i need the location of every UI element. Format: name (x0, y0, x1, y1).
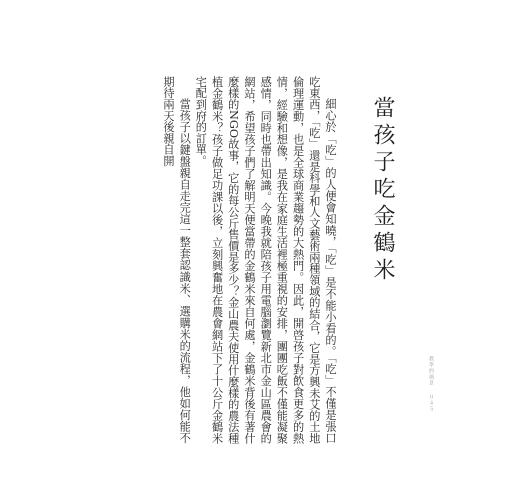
body-paragraph-2: 當孩子以鍵盤親自走完這一整套認識米、選購米的流程，他如何能不期待兩天後親自開 (161, 76, 192, 444)
chapter-title: 當孩子吃金鶴米 (370, 96, 395, 285)
running-footer (428, 356, 435, 412)
body-paragraph-1: 細心於「吃」的人便會知曉，「吃」是不能小看的。「吃」不僅是張口吃東西，「吃」還是科學和人文藝術兩種領域的結合，它是方興未艾的土地倫理運動，也是全球商業趨勢的大熱門。因此，開啓孩子對飲食更多的熱情，經驗和想像，是我在家庭生活裡極重視的安排，團團吃飯不僅能凝聚感情，同時也帶出知識。今晚我就陪孩子用電腦瀏覽新北市金山區農會的網站，希望孩子們了解明天便當帶的金鶴米來自何處，金鶴米背後有著什麼樣的NGO故事，它的每公斤售價是多少？金山農夫使用什麼樣的農法種植金鶴米？孩子做足功課以後，立刻興奮地在農會網站下了十公斤金鶴米宅配到府的訂單。 (194, 76, 337, 444)
page-number: ０４５ (428, 394, 434, 412)
running-footer-section: 教學的風景 (428, 356, 434, 386)
body-text (112, 76, 338, 444)
